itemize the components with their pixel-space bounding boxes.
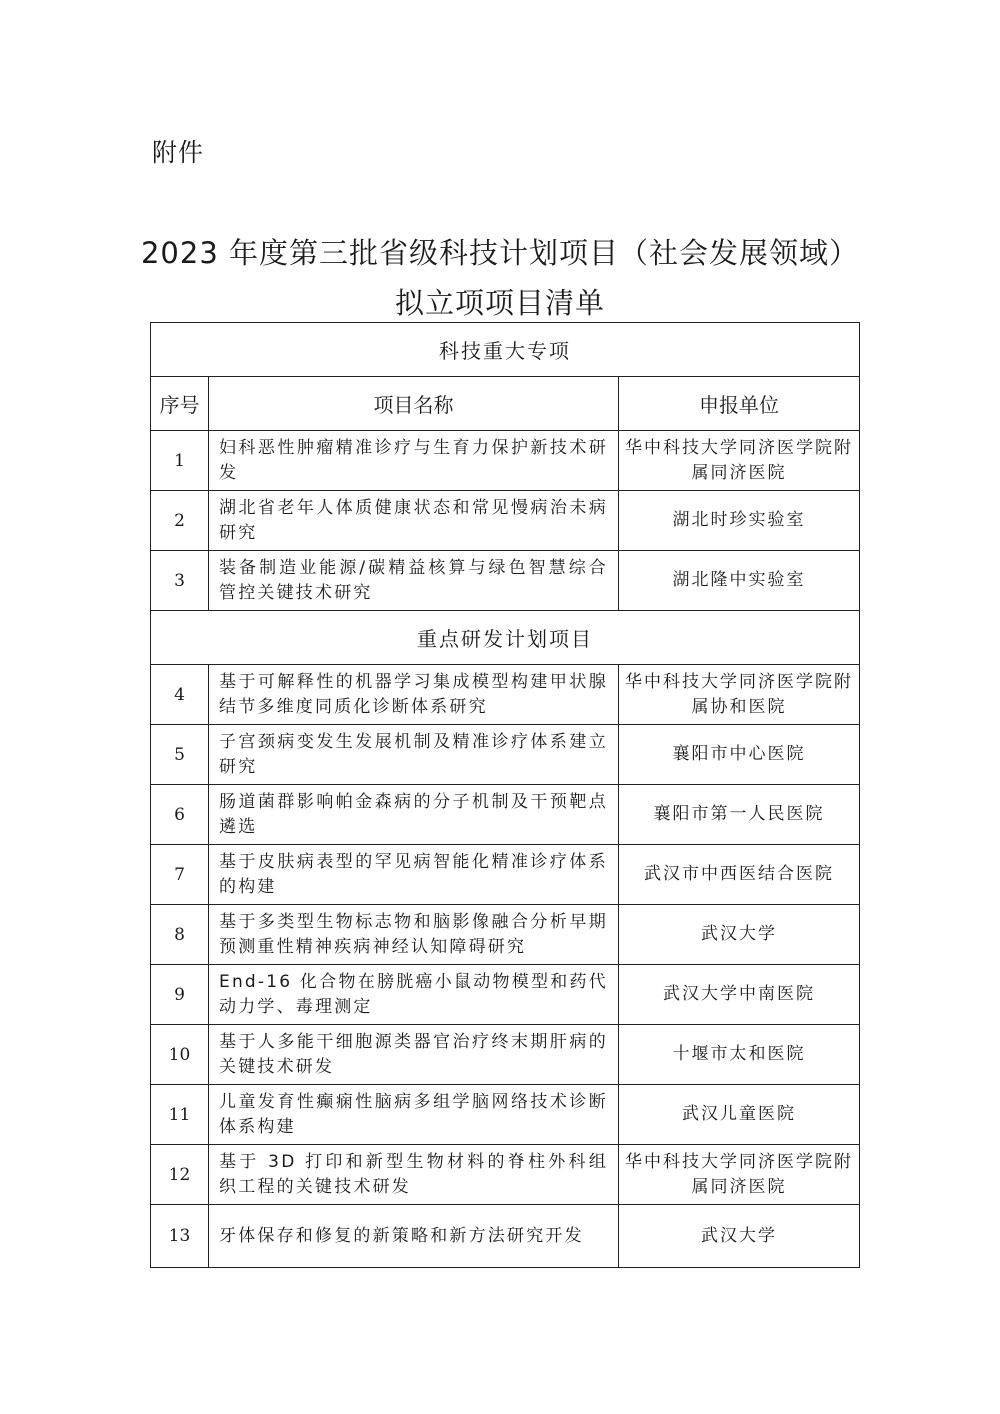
table-row [151, 1145, 860, 1205]
row-index: 6 [151, 785, 209, 845]
project-name: 装备制造业能源/碳精益核算与绿色智慧综合管控关键技术研究 [209, 551, 619, 611]
applicant-unit: 襄阳市第一人民医院 [619, 785, 860, 845]
column-header-index: 序号 [151, 377, 209, 431]
project-name: 牙体保存和修复的新策略和新方法研究开发 [209, 1205, 619, 1268]
row-index: 11 [151, 1085, 209, 1145]
applicant-unit: 武汉大学中南医院 [619, 965, 860, 1025]
applicant-unit: 襄阳市中心医院 [619, 725, 860, 785]
row-index: 13 [151, 1205, 209, 1268]
table-row [151, 785, 860, 845]
column-header-unit: 申报单位 [619, 377, 860, 431]
applicant-unit: 十堰市太和医院 [619, 1025, 860, 1085]
table-row [151, 905, 860, 965]
section-title: 重点研发计划项目 [151, 611, 860, 665]
row-index: 1 [151, 431, 209, 491]
project-name: 子宫颈病变发生发展机制及精准诊疗体系建立研究 [209, 725, 619, 785]
project-name: 基于人多能干细胞源类器官治疗终末期肝病的关键技术研发 [209, 1025, 619, 1085]
section-header-row [151, 323, 860, 377]
row-index: 12 [151, 1145, 209, 1205]
table-row [151, 725, 860, 785]
page-title: 2023 年度第三批省级科技计划项目（社会发展领域） [140, 236, 860, 270]
column-header-name: 项目名称 [209, 377, 619, 431]
table-row [151, 1025, 860, 1085]
applicant-unit: 湖北时珍实验室 [619, 491, 860, 551]
applicant-unit: 武汉大学 [619, 1205, 860, 1268]
table-row [151, 845, 860, 905]
project-name: 基于多类型生物标志物和脑影像融合分析早期预测重性精神疾病神经认知障碍研究 [209, 905, 619, 965]
table-header-row [151, 377, 860, 431]
row-index: 4 [151, 665, 209, 725]
project-name: 湖北省老年人体质健康状态和常见慢病治未病研究 [209, 491, 619, 551]
project-name: End-16 化合物在膀胱癌小鼠动物模型和药代动力学、毒理测定 [209, 965, 619, 1025]
row-index: 10 [151, 1025, 209, 1085]
applicant-unit: 华中科技大学同济医学院附属同济医院 [619, 1145, 860, 1205]
project-name: 基于皮肤病表型的罕见病智能化精准诊疗体系的构建 [209, 845, 619, 905]
project-name: 肠道菌群影响帕金森病的分子机制及干预靶点遴选 [209, 785, 619, 845]
section-title: 科技重大专项 [151, 323, 860, 377]
applicant-unit: 华中科技大学同济医学院附属同济医院 [619, 431, 860, 491]
project-name: 妇科恶性肿瘤精准诊疗与生育力保护新技术研发 [209, 431, 619, 491]
project-name: 儿童发育性癫痫性脑病多组学脑网络技术诊断体系构建 [209, 1085, 619, 1145]
row-index: 7 [151, 845, 209, 905]
table-row [151, 965, 860, 1025]
applicant-unit: 华中科技大学同济医学院附属协和医院 [619, 665, 860, 725]
row-index: 3 [151, 551, 209, 611]
table-row [151, 1205, 860, 1268]
applicant-unit: 湖北隆中实验室 [619, 551, 860, 611]
table-row [151, 551, 860, 611]
page-subtitle: 拟立项项目清单 [394, 286, 605, 320]
row-index: 9 [151, 965, 209, 1025]
section-header-row [151, 611, 860, 665]
table-row [151, 665, 860, 725]
project-table [150, 322, 860, 1268]
table-row [151, 1085, 860, 1145]
table-row [151, 431, 860, 491]
applicant-unit: 武汉大学 [619, 905, 860, 965]
row-index: 5 [151, 725, 209, 785]
project-name: 基于 3D 打印和新型生物材料的脊柱外科组织工程的关键技术研发 [209, 1145, 619, 1205]
attachment-label: 附件 [152, 138, 205, 167]
applicant-unit: 武汉市中西医结合医院 [619, 845, 860, 905]
applicant-unit: 武汉儿童医院 [619, 1085, 860, 1145]
project-name: 基于可解释性的机器学习集成模型构建甲状腺结节多维度同质化诊断体系研究 [209, 665, 619, 725]
row-index: 8 [151, 905, 209, 965]
table-row [151, 491, 860, 551]
row-index: 2 [151, 491, 209, 551]
